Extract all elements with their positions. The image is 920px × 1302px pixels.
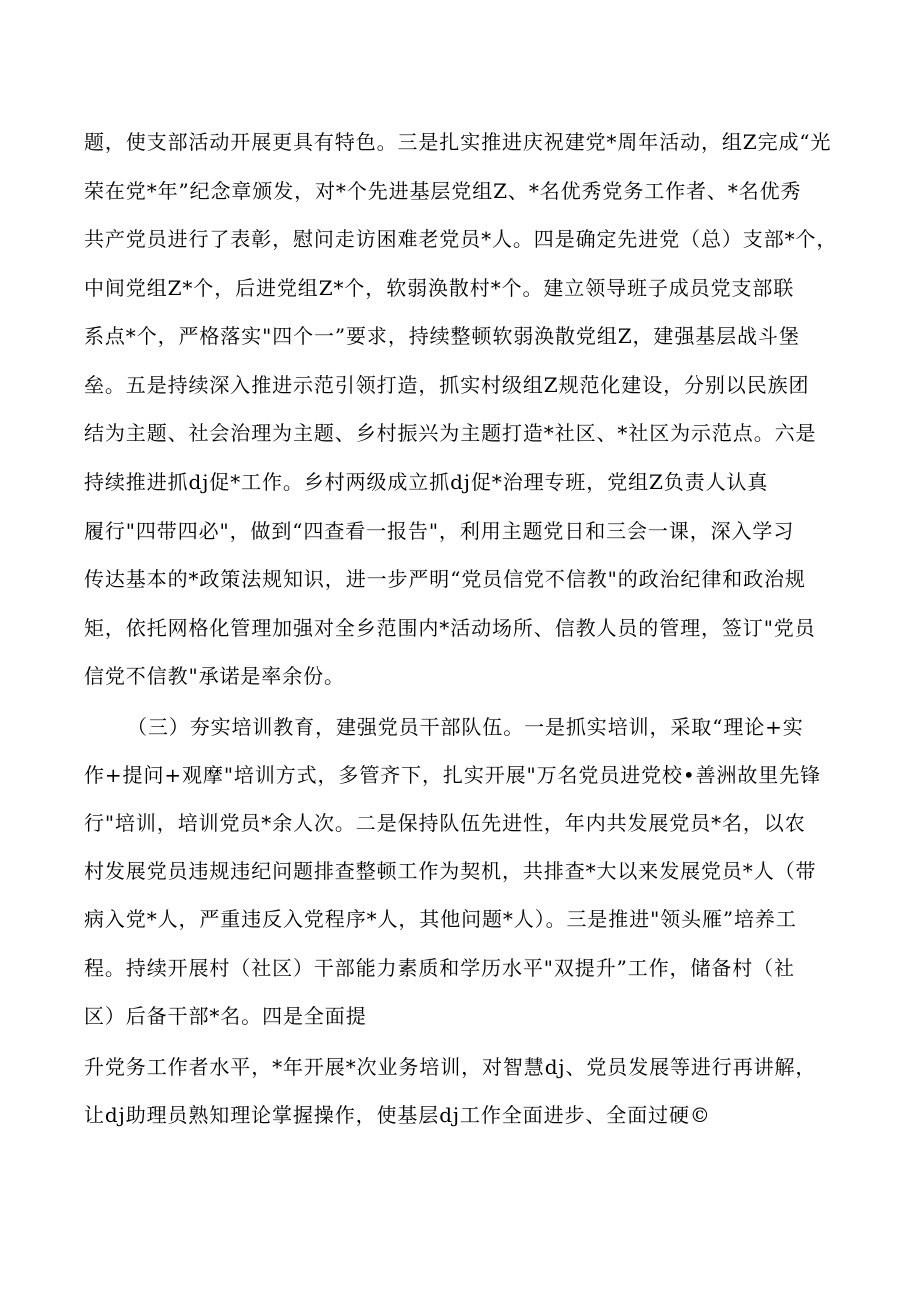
text-line: 作+提问+观摩"培训方式，多管齐下，扎实开展"万名党员进党校•善洲故里先锋	[84, 763, 822, 787]
text-line: 升党务工作者水平，*年开展*次业务培训，对智慧dj、党员发展等进行再讲解，	[84, 1055, 817, 1079]
paragraph-3-first-line: （三）夯实培训教育，建强党员干部队伍。一是抓实培训，采取“理论+实	[127, 715, 804, 739]
text-line: 村发展党员违规违纪问题排查整顿工作为契机，共排查*大以来发展党员*人（带	[84, 859, 817, 883]
text-line: 持续推进抓dj促*工作。乡村两级成立抓dj促*治理专班，党组Z负责人认真	[84, 470, 769, 494]
text-line: 结为主题、社会治理为主题、乡村振兴为主题打造*社区、*社区为示范点。六是	[84, 421, 817, 445]
text-line: 区）后备干部*名。四是全面提	[84, 1004, 367, 1028]
text-line: 矩，依托网格化管理加强对全乡范围内*活动场所、信教人员的管理，签订"党员	[84, 616, 816, 640]
text-line: 中间党组Z*个，后进党组Z*个，软弱涣散村*个。建立领导班子成员党支部联	[84, 276, 795, 300]
text-line: 信党不信教"承诺是率余份。	[84, 664, 345, 688]
text-line: 垒。五是持续深入推进示范引领打造，抓实村级组Z规范化建设，分别以民族团	[84, 373, 810, 397]
text-line: 让dj助理员熟知理论掌握操作，使基层dj工作全面进步、全面过硬©	[84, 1103, 711, 1127]
text-line: 履行"四带四必"，做到“四查看一报告"，利用主题党日和三会一课，深入学习	[84, 519, 795, 543]
text-line: 题，使支部活动开展更具有特色。三是扎实推进庆祝建党*周年活动，组Z完成“光	[84, 130, 832, 154]
text-line: 系点*个，严格落实"四个一”要求，持续整顿软弱涣散党组Z，建强基层战斗堡	[84, 324, 800, 348]
text-line: 行"培训，培训党员*余人次。二是保持队伍先进性，年内共发展党员*名，以农	[84, 811, 806, 835]
text-line: 病入党*人，严重违反入党程序*人，其他问题*人）。三是推进"领头雁”培养工	[84, 907, 797, 931]
text-line: 荣在党*年”纪念章颁发，对*个先进基层党组Z、*名优秀党务工作者、*名优秀	[84, 179, 802, 203]
text-line: 传达基本的*政策法规知识，进一步严明“党员信党不信教"的政治纪律和政治规	[84, 567, 806, 591]
text-line: 共产党员进行了表彰，慰问走访困难老党员*人。四是确定先进党（总）支部*个，	[84, 227, 838, 251]
text-line: 程。持续开展村（社区）干部能力素质和学历水平"双提升”工作，储备村（社	[84, 956, 795, 980]
